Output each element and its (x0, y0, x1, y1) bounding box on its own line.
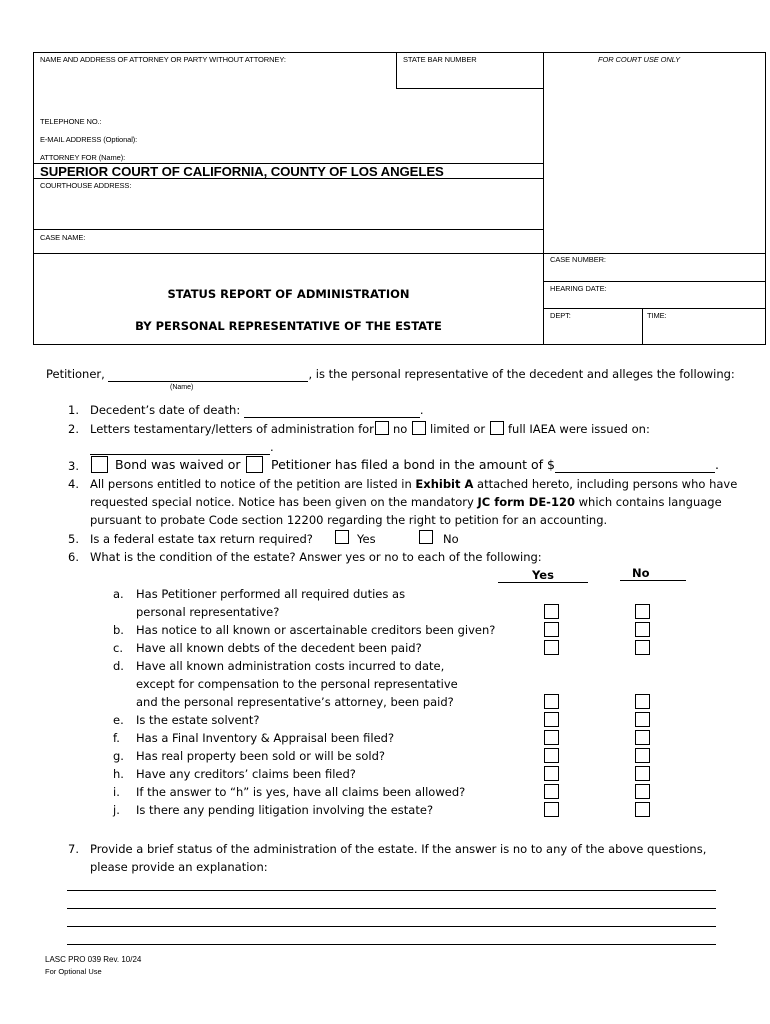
question-letter: e. (113, 713, 124, 727)
question-text: personal representative? (136, 605, 280, 619)
jc-form-text: JC form DE-120 (477, 495, 575, 509)
question-text: Has notice to all known or ascertainable creditors been given? (136, 623, 496, 637)
item-4-line-3: pursuant to probate Code section 12200 regarding the right to petition for an accounting. (90, 513, 608, 527)
optional-use-note: For Optional Use (45, 967, 102, 976)
tax-return-question: Is a federal estate tax return required? (90, 532, 313, 546)
tax-yes-label: Yes (357, 532, 376, 546)
question-no-checkbox[interactable] (635, 730, 650, 745)
tax-yes-checkbox[interactable] (335, 530, 349, 544)
question-text: Is the estate solvent? (136, 713, 260, 727)
question-yes-checkbox[interactable] (544, 712, 559, 727)
question-letter: i. (113, 785, 120, 799)
question-no-checkbox[interactable] (635, 784, 650, 799)
no-column-header: No (620, 566, 686, 581)
question-yes-checkbox[interactable] (544, 784, 559, 799)
estate-condition-question: What is the condition of the estate? Answer yes or no to each of the following: (90, 550, 542, 564)
bond-amount-field[interactable] (555, 457, 715, 473)
yes-column-header: Yes (498, 568, 588, 583)
petitioner-suffix: , is the personal representative of the decedent and alleges the following: (308, 367, 735, 381)
question-text: Have all known debts of the decedent been paid? (136, 641, 422, 655)
bond-waived-checkbox[interactable] (91, 456, 108, 473)
letters-no-checkbox[interactable] (375, 421, 389, 435)
courthouse-address-label: COURTHOUSE ADDRESS: (40, 181, 132, 190)
court-title: SUPERIOR COURT OF CALIFORNIA, COUNTY OF LOS ANGELES (40, 164, 444, 179)
tax-no-label: No (443, 532, 459, 546)
question-text: Have all known administration costs incurred to date, (136, 659, 445, 673)
letters-date-field[interactable] (90, 440, 270, 455)
question-text: Is there any pending litigation involving the estate? (136, 803, 434, 817)
petitioner-name-field[interactable] (108, 367, 308, 382)
question-text: Has Petitioner performed all required duties as (136, 587, 406, 601)
attorney-for-label: ATTORNEY FOR (Name): (40, 153, 126, 162)
court-use-label: FOR COURT USE ONLY (598, 55, 680, 64)
bond-waived-label: Bond was waived or (115, 457, 241, 472)
item-4-line-1 (90, 477, 737, 491)
question-letter: a. (113, 587, 124, 601)
question-letter: d. (113, 659, 124, 673)
item-4-text-c: requested special notice. Notice has been given on the mandatory (90, 495, 478, 509)
explanation-line[interactable] (67, 944, 716, 945)
question-yes-checkbox[interactable] (544, 604, 559, 619)
telephone-label: TELEPHONE NO.: (40, 117, 102, 126)
petitioner-statement (46, 367, 735, 382)
question-no-checkbox[interactable] (635, 802, 650, 817)
question-text: and the personal representative’s attorney, been paid? (136, 695, 454, 709)
death-date-label: Decedent’s date of death: (90, 403, 244, 417)
form-title-line-1: STATUS REPORT OF ADMINISTRATION (167, 287, 410, 301)
question-no-checkbox[interactable] (635, 604, 650, 619)
form-title-line-2: BY PERSONAL REPRESENTATIVE OF THE ESTATE (135, 319, 442, 333)
attorney-name-label: NAME AND ADDRESS OF ATTORNEY OR PARTY WITHOUT ATTORNEY: (40, 55, 286, 64)
question-letter: c. (113, 641, 123, 655)
question-no-checkbox[interactable] (635, 694, 650, 709)
question-letter: g. (113, 749, 124, 763)
death-date-field[interactable] (244, 403, 420, 418)
letters-limited-label: limited or (430, 422, 486, 436)
question-yes-checkbox[interactable] (544, 622, 559, 637)
item-number-7: 7. (68, 842, 79, 856)
letters-date-line: . (90, 440, 274, 455)
question-no-checkbox[interactable] (635, 712, 650, 727)
letters-full-checkbox[interactable] (490, 421, 504, 435)
name-caption: (Name) (170, 384, 194, 391)
letters-limited-checkbox[interactable] (412, 421, 426, 435)
question-yes-checkbox[interactable] (544, 748, 559, 763)
item-number-3: 3. (68, 459, 79, 473)
question-text: If the answer to “h” is yes, have all claims been allowed? (136, 785, 466, 799)
question-no-checkbox[interactable] (635, 766, 650, 781)
time-label: TIME: (647, 311, 667, 320)
letters-label: Letters testamentary/letters of administration for (90, 422, 374, 436)
dept-label: DEPT: (550, 311, 571, 320)
petitioner-prefix: Petitioner, (46, 367, 109, 381)
letters-full-label: full IAEA were issued on: (508, 422, 650, 436)
question-yes-checkbox[interactable] (544, 694, 559, 709)
case-name-label: CASE NAME: (40, 233, 86, 242)
email-label: E-MAIL ADDRESS (Optional): (40, 135, 138, 144)
explanation-line[interactable] (67, 890, 716, 891)
case-number-label: CASE NUMBER: (550, 255, 606, 264)
question-no-checkbox[interactable] (635, 748, 650, 763)
state-bar-label: STATE BAR NUMBER (403, 55, 477, 64)
question-text: Has a Final Inventory & Appraisal been filed? (136, 731, 395, 745)
exhibit-a-text: Exhibit A (415, 477, 474, 491)
question-yes-checkbox[interactable] (544, 802, 559, 817)
item-4-line-2 (90, 495, 722, 509)
question-letter: h. (113, 767, 124, 781)
question-yes-checkbox[interactable] (544, 640, 559, 655)
item-number-2: 2. (68, 422, 79, 436)
question-yes-checkbox[interactable] (544, 730, 559, 745)
bond-filed-checkbox[interactable] (246, 456, 263, 473)
hearing-date-label: HEARING DATE: (550, 284, 607, 293)
explanation-line[interactable] (67, 908, 716, 909)
tax-no-checkbox[interactable] (419, 530, 433, 544)
explanation-line[interactable] (67, 926, 716, 927)
form-id: LASC PRO 039 Rev. 10/24 (45, 955, 142, 964)
question-no-checkbox[interactable] (635, 622, 650, 637)
question-text: Has real property been sold or will be sold? (136, 749, 385, 763)
question-no-checkbox[interactable] (635, 640, 650, 655)
status-instructions-line-1: Provide a brief status of the administration of the estate. If the answer is no to any of the above questions, (90, 842, 707, 856)
status-instructions-line-2: please provide an explanation: (90, 860, 268, 874)
item-number-6: 6. (68, 550, 79, 564)
item-number-1: 1. (68, 403, 79, 417)
letters-no-label: no (393, 422, 408, 436)
question-text: except for compensation to the personal representative (136, 677, 458, 691)
question-letter: b. (113, 623, 124, 637)
question-yes-checkbox[interactable] (544, 766, 559, 781)
question-letter: j. (113, 803, 120, 817)
item-number-5: 5. (68, 532, 79, 546)
item-1: Decedent’s date of death: . (90, 403, 424, 417)
item-number-4: 4. (68, 477, 79, 491)
bond-filed-label: Petitioner has filed a bond in the amount of $ (271, 457, 555, 472)
item-4-text-d: which contains language (574, 495, 722, 509)
bond-filed-statement: Petitioner has filed a bond in the amount of $ . (271, 457, 719, 472)
item-4-text-b: attached hereto, including persons who have (473, 477, 738, 491)
question-letter: f. (113, 731, 120, 745)
item-4-text-a: All persons entitled to notice of the petition are listed in (90, 477, 416, 491)
question-text: Have any creditors’ claims been filed? (136, 767, 356, 781)
